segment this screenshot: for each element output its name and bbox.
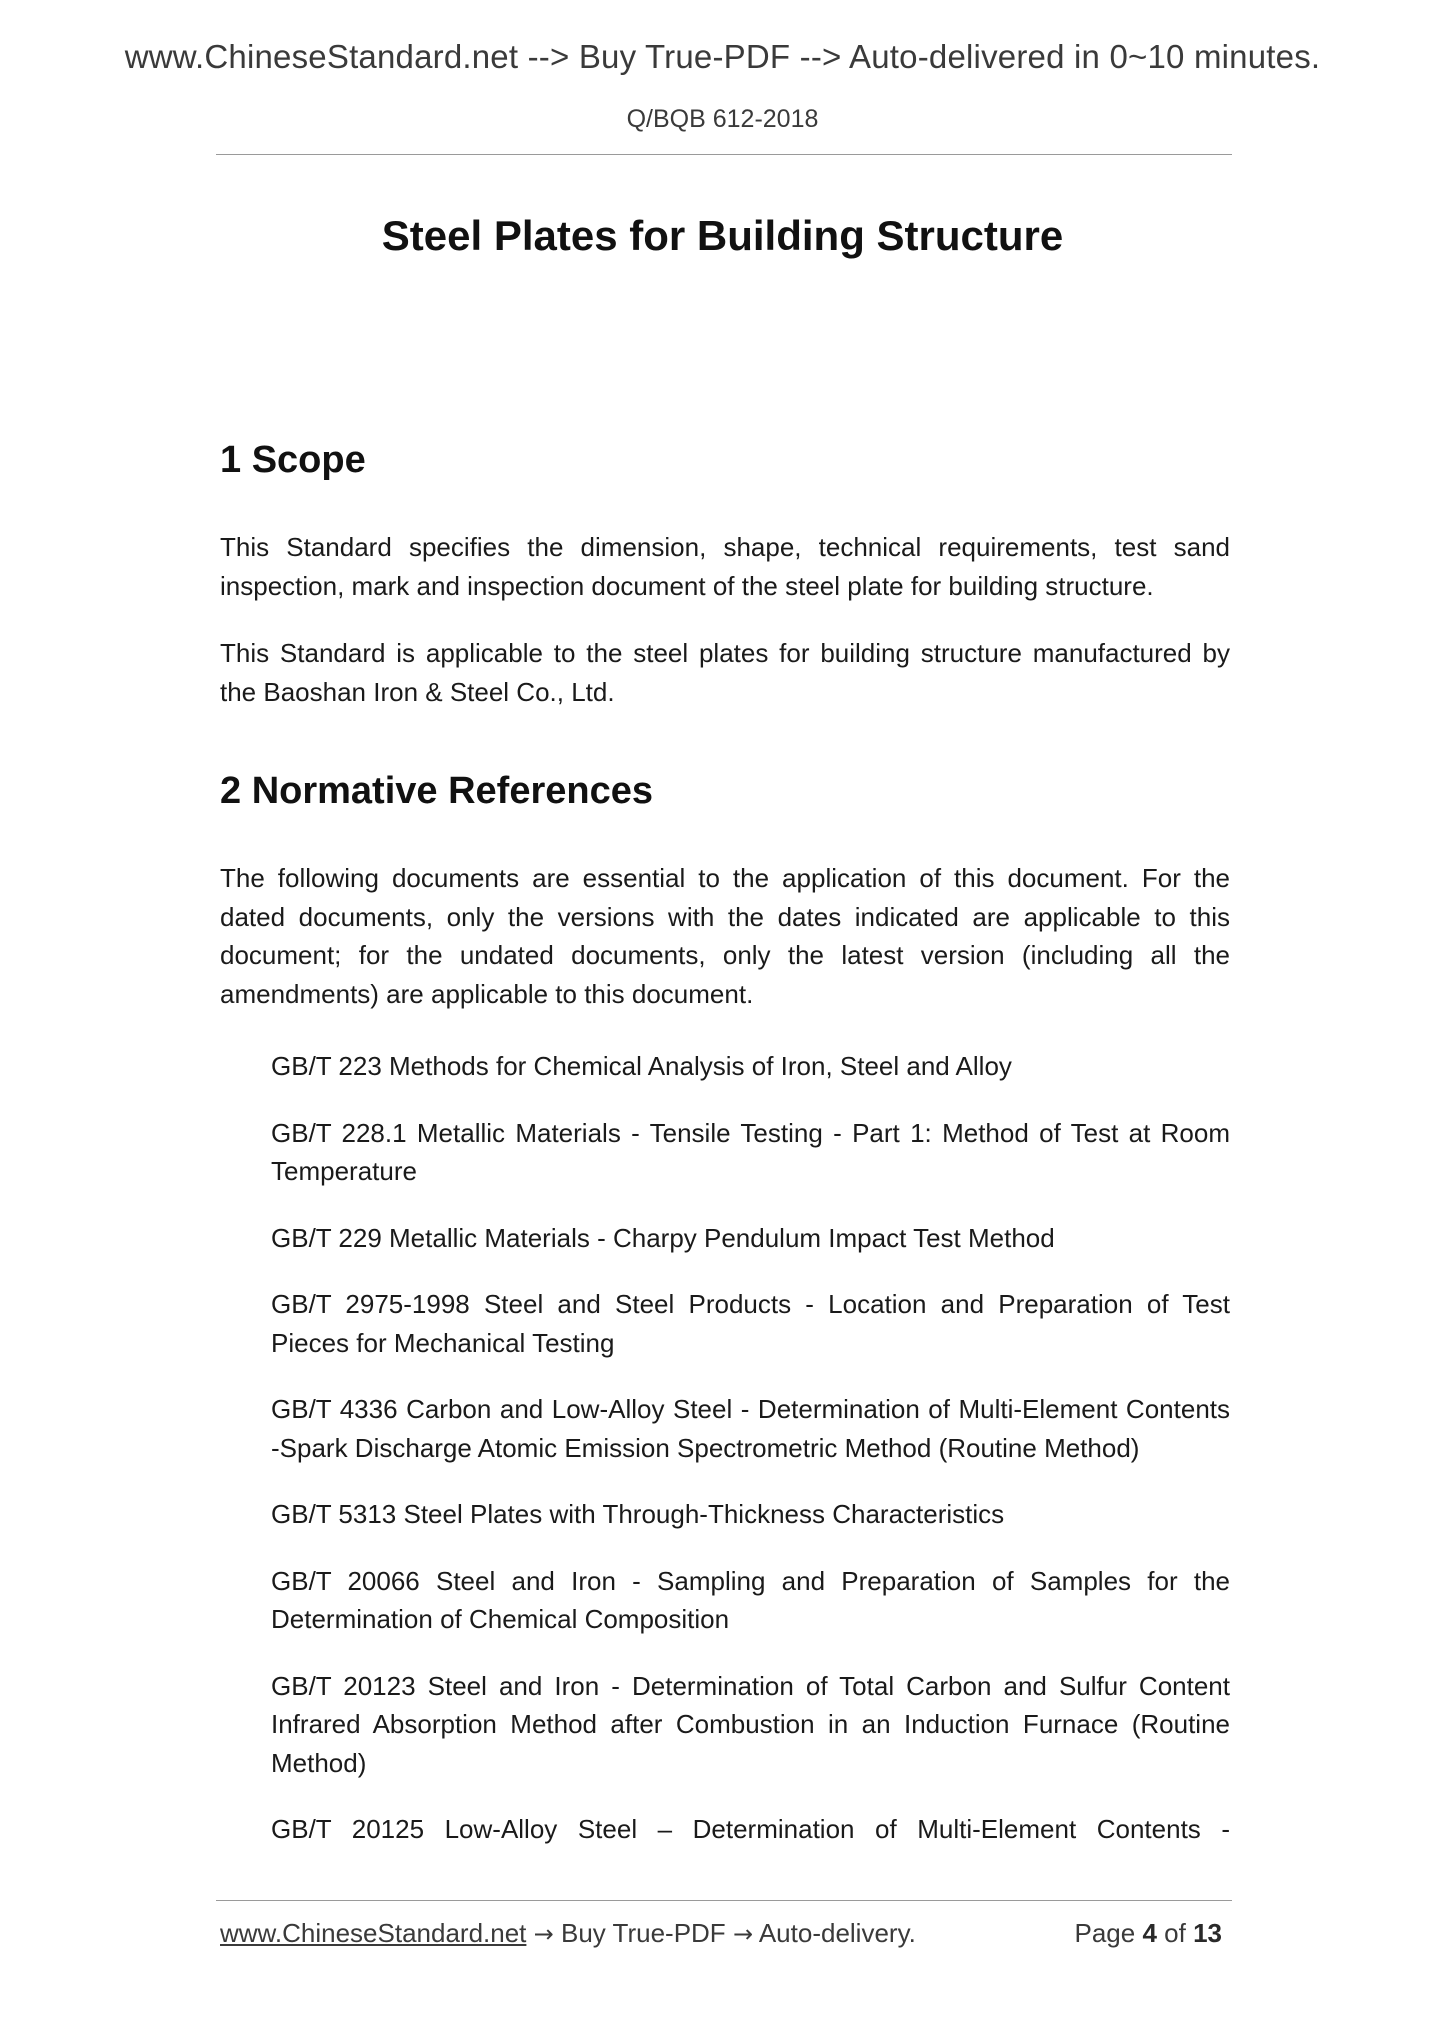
document-code: Q/BQB 612-2018 <box>626 105 819 133</box>
footer-buy-text: Buy True-PDF <box>560 1918 726 1948</box>
reference-item: GB/T 2975-1998 Steel and Steel Products - Location and Preparation of Test Pieces for Mechanical Testing <box>271 1289 1230 1358</box>
reference-item: GB/T 20123 Steel and Iron - Determination of Total Carbon and Sulfur Content Infrared Absorption Method after Combustion in an Induction Furnace (Routine Method) <box>271 1670 1230 1778</box>
section-1 <box>220 438 1230 484</box>
references-intro: The following documents are essential to the application of this document. For the dated documents, only the versions with the dates indicated are applicable to this document; for the undated documents, only the latest version (including all the amendments) are applicable to this document. <box>220 863 1230 1009</box>
references-intro-block <box>220 859 1230 1013</box>
page-label: Page <box>1074 1918 1136 1948</box>
footer-site-link[interactable]: www.ChineseStandard.net <box>220 1918 527 1948</box>
document-title: Steel Plates for Building Structure <box>381 212 1064 259</box>
header-divider <box>216 154 1232 155</box>
footer-promo <box>220 1918 916 1949</box>
scope-paragraph-1: This Standard specifies the dimension, shape, technical requirements, test sand inspection, mark and inspection document of the steel plate for building structure. <box>220 532 1230 601</box>
section-1-heading: 1 Scope <box>220 439 366 481</box>
reference-item: GB/T 5313 Steel Plates with Through-Thickness Characteristics <box>271 1499 1005 1529</box>
reference-list <box>271 1047 1230 1877</box>
reference-item: GB/T 223 Methods for Chemical Analysis of Iron, Steel and Alloy <box>271 1051 1012 1081</box>
reference-item: GB/T 20066 Steel and Iron - Sampling and Preparation of Samples for the Determination of Chemical Composition <box>271 1565 1230 1634</box>
page-of: of <box>1164 1918 1186 1948</box>
reference-item: GB/T 20125 Low-Alloy Steel – Determination of Multi-Element Contents - <box>271 1814 1230 1844</box>
reference-item: GB/T 229 Metallic Materials - Charpy Pendulum Impact Test Method <box>271 1222 1055 1253</box>
page-total: 13 <box>1193 1918 1222 1948</box>
page-current: 4 <box>1142 1918 1157 1948</box>
reference-item: GB/T 4336 Carbon and Low-Alloy Steel - Determination of Multi-Element Contents -Spark Discharge Atomic Emission Spectrometric Method (Routine Method) <box>271 1394 1230 1463</box>
page-indicator <box>1074 1918 1222 1949</box>
reference-item: GB/T 228.1 Metallic Materials - Tensile Testing - Part 1: Method of Test at Room Temperature <box>271 1117 1230 1186</box>
scope-paragraph-2: This Standard is applicable to the steel plates for building structure manufactured by the Baoshan Iron & Steel Co., Ltd. <box>220 638 1230 707</box>
section-2-heading: 2 Normative References <box>220 770 653 812</box>
footer-divider <box>216 1900 1232 1901</box>
top-banner: www.ChineseStandard.net --> Buy True-PDF --> Auto-delivered in 0~10 minutes. <box>124 38 1321 75</box>
footer-delivery-text: Auto-delivery. <box>758 1918 916 1948</box>
scope-paragraph-2-block <box>220 634 1230 711</box>
scope-paragraph-1-block <box>220 528 1230 605</box>
right-arrow-icon: → <box>732 1920 754 1948</box>
right-arrow-icon: → <box>533 1920 554 1948</box>
section-2 <box>220 769 1230 815</box>
